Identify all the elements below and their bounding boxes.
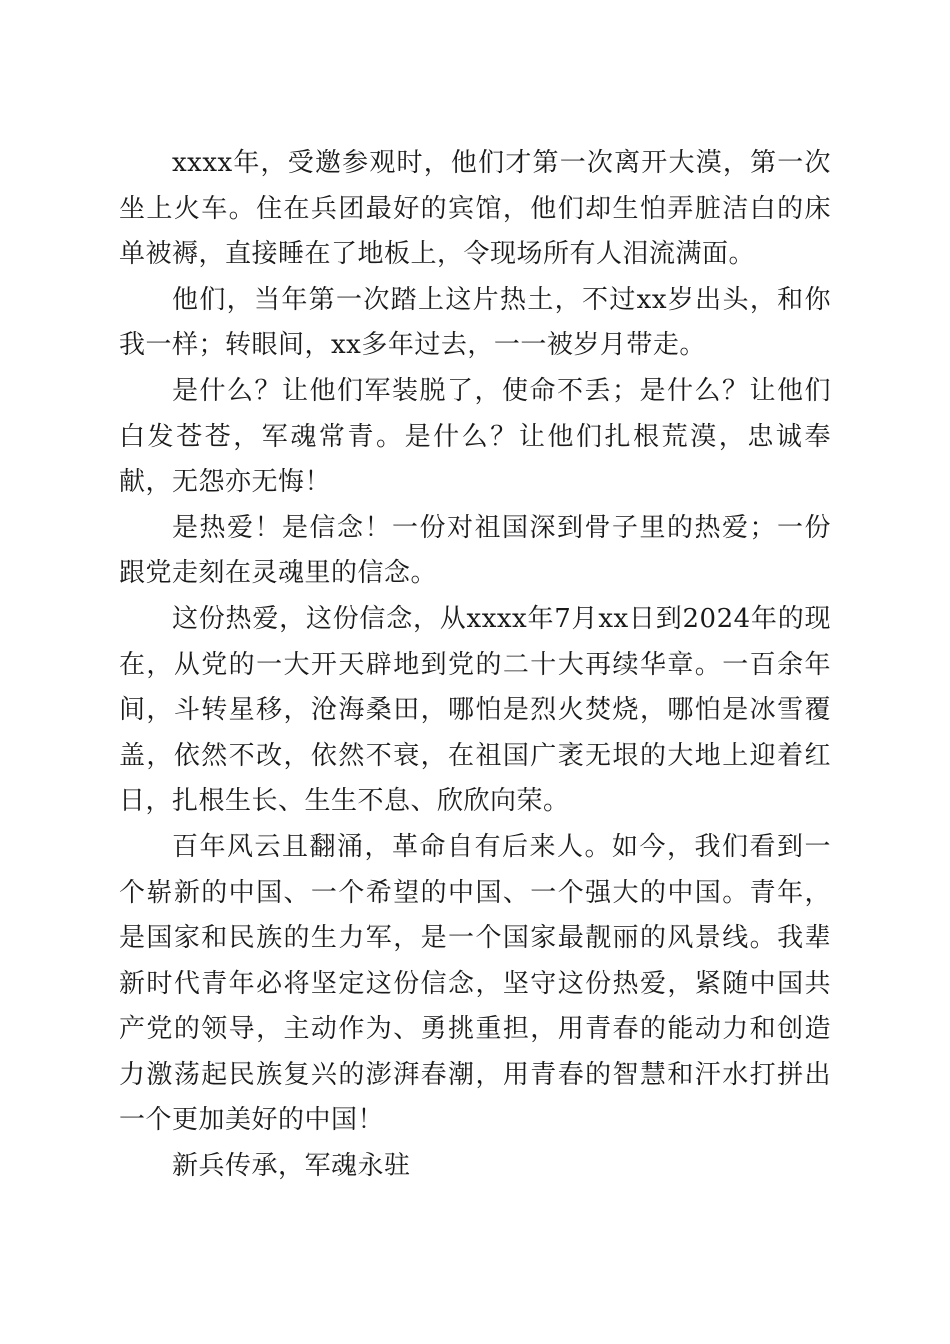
paragraph-4: 是热爱！是信念！一份对祖国深到骨子里的热爱；一份跟党走刻在灵魂里的信念。 [119,512,831,589]
paragraph-3: 是什么？让他们军装脱了，使命不丢；是什么？让他们白发苍苍，军魂常青。是什么？让他们扎根荒漠，忠诚奉献，无怨亦无悔！ [119,375,831,498]
paragraph-heading: 新兵传承，军魂永驻 [172,1151,411,1182]
paragraph-1: xxxx年，受邀参观时，他们才第一次离开大漠，第一次坐上火车。住在兵团最好的宾馆，他们却生怕弄脏洁白的床单被褥，直接睡在了地板上，令现场所有人泪流满面。 [119,148,831,270]
paragraph-6: 百年风云且翻涌，革命自有后来人。如今，我们看到一个崭新的中国、一个希望的中国、一个强大的中国。青年，是国家和民族的生力军，是一个国家最靓丽的风景线。我辈新时代青年必将坚定这份信念，坚守这份热爱，紧随中国共产党的领导，主动作为、勇挑重担，用青春的能动力和创造力激荡起民族复兴的澎湃春潮，用青春的智慧和汗水打拼出一个更加美好的中国！ [119,831,831,1136]
document-body [119,141,831,1190]
paragraph-2: 他们，当年第一次踏上这片热土，不过xx岁出头，和你我一样；转眼间，xx多年过去，一一被岁月带走。 [119,284,831,361]
paragraph-5: 这份热爱，这份信念，从xxxx年7月xx日到2024年的现在，从党的一大开天辟地到党的二十大再续华章。一百余年间，斗转星移，沧海桑田，哪怕是烈火焚烧，哪怕是冰雪覆盖，依然不改，依然不衰，在祖国广袤无垠的大地上迎着红日，扎根生长、生生不息、欣欣向荣。 [119,603,831,817]
